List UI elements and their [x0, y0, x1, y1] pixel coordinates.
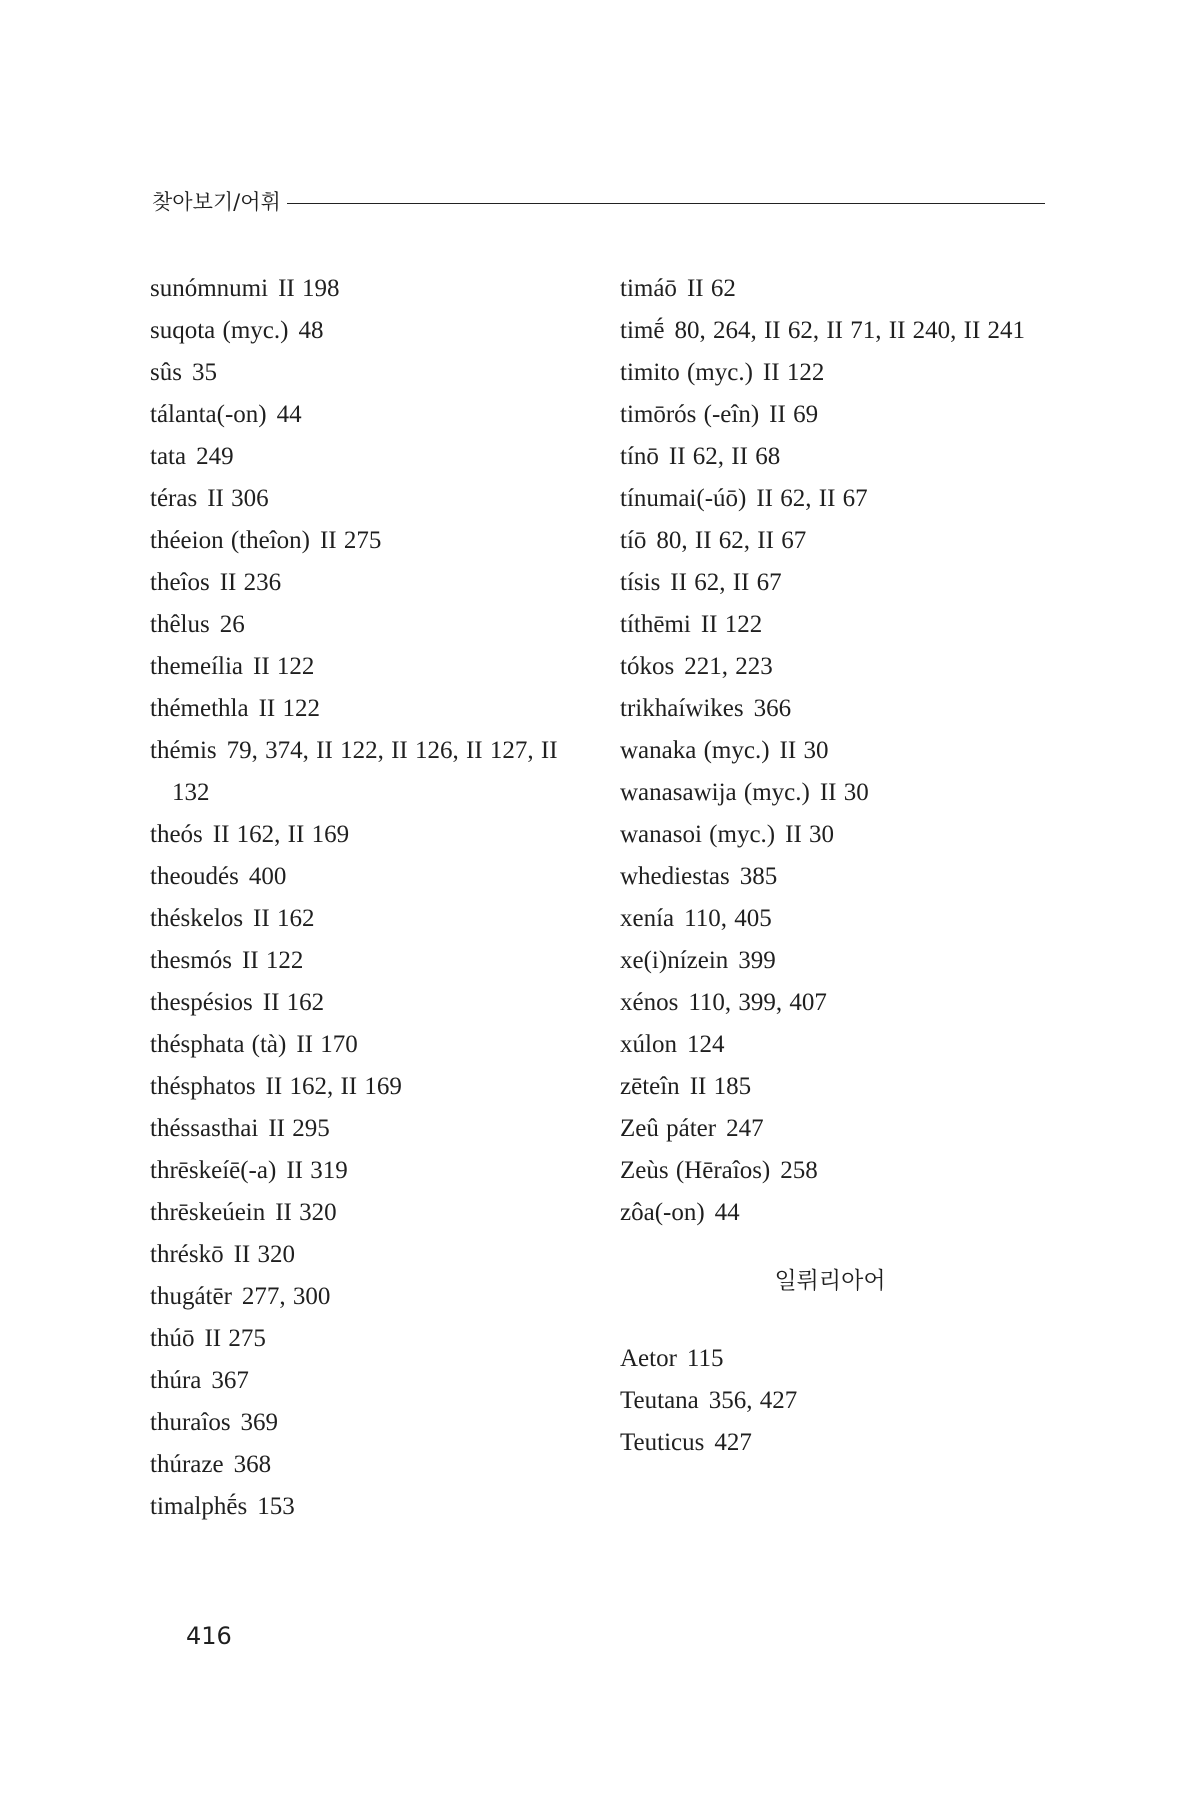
entry-page-refs: II 30: [785, 821, 835, 848]
entry-page-refs: 44: [276, 401, 302, 428]
entry-lemma: timáō: [620, 275, 677, 302]
entry-page-refs: 277, 300: [241, 1283, 331, 1310]
entry-page-refs: 368: [233, 1451, 272, 1478]
index-entry: [150, 814, 590, 856]
entry-page-refs: II 275: [204, 1325, 266, 1352]
entry-lemma: thúraze: [150, 1451, 224, 1478]
index-entry: [620, 436, 1060, 478]
entry-lemma: timito (myc.): [620, 359, 753, 386]
index-entry: [150, 1108, 590, 1150]
index-entry: [620, 940, 1060, 982]
entry-lemma: tínumai(-úō): [620, 485, 747, 512]
index-entry: [620, 562, 1060, 604]
entry-page-refs: II 275: [319, 527, 382, 554]
entry-lemma: thúra: [150, 1367, 202, 1394]
entry-lemma: xenía: [620, 905, 675, 932]
entry-lemma: suqota (myc.): [150, 317, 289, 344]
entry-page-refs: 367: [211, 1367, 249, 1394]
index-entry: [620, 772, 1060, 814]
entry-page-refs: 399: [738, 947, 776, 974]
entry-page-refs: II 122: [258, 695, 320, 722]
entry-lemma: tíō: [620, 527, 647, 554]
index-entry: [150, 982, 590, 1024]
entry-page-refs: II 236: [219, 569, 282, 596]
entry-page-refs: 124: [686, 1031, 725, 1058]
entry-page-refs: II 62: [686, 275, 736, 302]
entry-lemma: timalphḗs: [150, 1493, 248, 1520]
entry-page-refs: II 320: [275, 1199, 337, 1226]
index-entry: [150, 940, 590, 982]
header-rule: [287, 203, 1045, 204]
index-entry: [150, 310, 590, 352]
entry-page-refs: 26: [219, 611, 245, 638]
index-entry: [150, 1150, 590, 1192]
index-column-right: [620, 268, 1060, 1464]
index-entry: [150, 1360, 590, 1402]
index-entry: [150, 1318, 590, 1360]
entry-page-refs: 80, 264, II 62, II 71, II 240, II 241: [674, 317, 1026, 344]
index-entry: [150, 520, 590, 562]
entry-lemma: theós: [150, 821, 203, 848]
entry-lemma: téras: [150, 485, 198, 512]
entry-page-refs: II 170: [296, 1031, 358, 1058]
index-entry: [620, 1108, 1060, 1150]
index-entry: [620, 520, 1060, 562]
entry-page-refs: II 185: [689, 1073, 752, 1100]
index-entry: [620, 1066, 1060, 1108]
index-entry: [150, 1444, 590, 1486]
index-entry: [620, 268, 1060, 310]
entry-lemma: wanaka (myc.): [620, 737, 770, 764]
entry-page-refs: II 295: [268, 1115, 330, 1142]
entry-page-refs: II 162, II 169: [212, 821, 350, 848]
index-entry: [150, 1486, 590, 1528]
entry-lemma: timōrós (-eîn): [620, 401, 760, 428]
entry-lemma: thugátēr: [150, 1283, 232, 1310]
entry-page-refs: II 162: [253, 905, 315, 932]
entry-page-refs: 400: [248, 863, 287, 890]
index-entry: [150, 1024, 590, 1066]
entry-lemma: xe(i)nízein: [620, 947, 729, 974]
running-header-title: 찾아보기/어휘: [152, 190, 281, 214]
entry-page-refs: 115: [686, 1345, 724, 1372]
entry-lemma: wanasawija (myc.): [620, 779, 810, 806]
entry-lemma: théskelos: [150, 905, 244, 932]
entry-lemma: thémis: [150, 737, 217, 764]
entry-page-refs: II 62, II 67: [670, 569, 782, 596]
index-entry: [620, 982, 1060, 1024]
entry-lemma: Teuticus: [620, 1429, 705, 1456]
entry-lemma: theîos: [150, 569, 210, 596]
index-entry: [150, 1234, 590, 1276]
index-entry: [620, 1380, 1060, 1422]
entry-lemma: théeion (theîon): [150, 527, 310, 554]
entry-lemma: xúlon: [620, 1031, 677, 1058]
entry-page-refs: 366: [753, 695, 792, 722]
entry-lemma: thrēskeíē(-a): [150, 1157, 277, 1184]
index-entry: [150, 352, 590, 394]
entry-page-refs: II 122: [762, 359, 825, 386]
index-entry: [150, 646, 590, 688]
index-entry: [150, 562, 590, 604]
index-entry: [150, 1066, 590, 1108]
entry-lemma: thêlus: [150, 611, 210, 638]
right-column-entries: [620, 268, 1060, 1234]
index-entry: [150, 1276, 590, 1318]
index-entry: [150, 394, 590, 436]
entry-page-refs: 385: [739, 863, 778, 890]
index-entry: [150, 688, 590, 730]
entry-page-refs: 249: [196, 443, 234, 470]
index-entry: [620, 1338, 1060, 1380]
entry-lemma: themeília: [150, 653, 244, 680]
entry-lemma: sunómnumi: [150, 275, 269, 302]
index-entry: [150, 1192, 590, 1234]
entry-page-refs: II 122: [253, 653, 315, 680]
entry-lemma: Zeùs (Hēraîos): [620, 1157, 771, 1184]
entry-lemma: thúō: [150, 1325, 195, 1352]
entry-lemma: wanasoi (myc.): [620, 821, 776, 848]
index-entry: [620, 352, 1060, 394]
entry-lemma: Aetor: [620, 1345, 677, 1372]
index-entry: [150, 898, 590, 940]
entry-lemma: tata: [150, 443, 187, 470]
index-entry: [620, 394, 1060, 436]
entry-page-refs: II 320: [233, 1241, 296, 1268]
entry-lemma: thesmós: [150, 947, 232, 974]
entry-page-refs: II 122: [700, 611, 763, 638]
entry-page-refs: 80, II 62, II 67: [656, 527, 807, 554]
entry-page-refs: 110, 405: [684, 905, 772, 932]
entry-page-refs: II 122: [241, 947, 304, 974]
index-entry: [620, 478, 1060, 520]
index-entry: [620, 814, 1060, 856]
entry-lemma: thésphata (tà): [150, 1031, 287, 1058]
entry-lemma: thespésios: [150, 989, 253, 1016]
entry-lemma: thréskō: [150, 1241, 224, 1268]
entry-page-refs: 356, 427: [708, 1387, 798, 1414]
entry-page-refs: II 30: [779, 737, 829, 764]
entry-lemma: Teutana: [620, 1387, 699, 1414]
entry-page-refs: 35: [191, 359, 217, 386]
entry-page-refs: 247: [726, 1115, 764, 1142]
entry-page-refs: II 62, II 68: [668, 443, 781, 470]
index-entry: [150, 478, 590, 520]
entry-page-refs: 153: [257, 1493, 295, 1520]
index-entry: [620, 310, 1060, 352]
running-header: [152, 186, 1045, 216]
entry-lemma: whediestas: [620, 863, 730, 890]
entry-page-refs: 369: [240, 1409, 279, 1436]
index-entry: [620, 856, 1060, 898]
entry-lemma: sûs: [150, 359, 182, 386]
entry-lemma: tálanta(-on): [150, 401, 267, 428]
index-entry: [620, 730, 1060, 772]
entry-lemma: timḗ: [620, 317, 665, 344]
entry-page-refs: II 198: [278, 275, 340, 302]
entry-lemma: thuraîos: [150, 1409, 231, 1436]
entry-lemma: theoudés: [150, 863, 239, 890]
section-heading-illyrian: 일뤼리아어: [774, 1268, 886, 1294]
entry-page-refs: II 30: [819, 779, 869, 806]
entry-page-refs: II 319: [286, 1157, 348, 1184]
entry-page-refs: II 62, II 67: [756, 485, 868, 512]
entry-lemma: thésphatos: [150, 1073, 256, 1100]
entry-page-refs: 48: [298, 317, 324, 344]
entry-page-refs: 258: [780, 1157, 818, 1184]
index-entry: [620, 1024, 1060, 1066]
entry-lemma: théssasthai: [150, 1115, 259, 1142]
entry-page-refs: II 162, II 169: [265, 1073, 402, 1100]
index-entry: [150, 730, 590, 814]
index-entry: [620, 1150, 1060, 1192]
entry-lemma: zôa(-on): [620, 1199, 705, 1226]
index-entry: [150, 604, 590, 646]
entry-lemma: tísis: [620, 569, 661, 596]
entry-lemma: thrēskeúein: [150, 1199, 266, 1226]
index-entry: [620, 688, 1060, 730]
entry-page-refs: 427: [714, 1429, 752, 1456]
entry-lemma: tínō: [620, 443, 659, 470]
index-entry: [620, 898, 1060, 940]
index-entry: [150, 436, 590, 478]
index-entry: [620, 646, 1060, 688]
entry-lemma: xénos: [620, 989, 679, 1016]
index-entry: [150, 856, 590, 898]
entry-page-refs: II 69: [769, 401, 819, 428]
page-number: 416: [186, 1622, 232, 1650]
index-entry: [620, 604, 1060, 646]
index-column-left: [150, 268, 590, 1528]
entry-page-refs: 79, 374, II 122, II 126, II 127, II 132: [172, 737, 558, 806]
index-entry: [150, 1402, 590, 1444]
illyrian-entries: [620, 1338, 1060, 1464]
entry-page-refs: 110, 399, 407: [688, 989, 827, 1016]
entry-lemma: zēteîn: [620, 1073, 680, 1100]
entry-page-refs: 221, 223: [684, 653, 773, 680]
entry-lemma: títhēmi: [620, 611, 691, 638]
entry-page-refs: II 162: [262, 989, 325, 1016]
entry-lemma: thémethla: [150, 695, 249, 722]
entry-lemma: tókos: [620, 653, 675, 680]
index-entry: [620, 1192, 1060, 1234]
entry-lemma: Zeû páter: [620, 1115, 717, 1142]
index-entry: [620, 1422, 1060, 1464]
index-entry: [150, 268, 590, 310]
entry-page-refs: 44: [714, 1199, 740, 1226]
entry-page-refs: II 306: [207, 485, 269, 512]
entry-lemma: trikhaíwikes: [620, 695, 744, 722]
